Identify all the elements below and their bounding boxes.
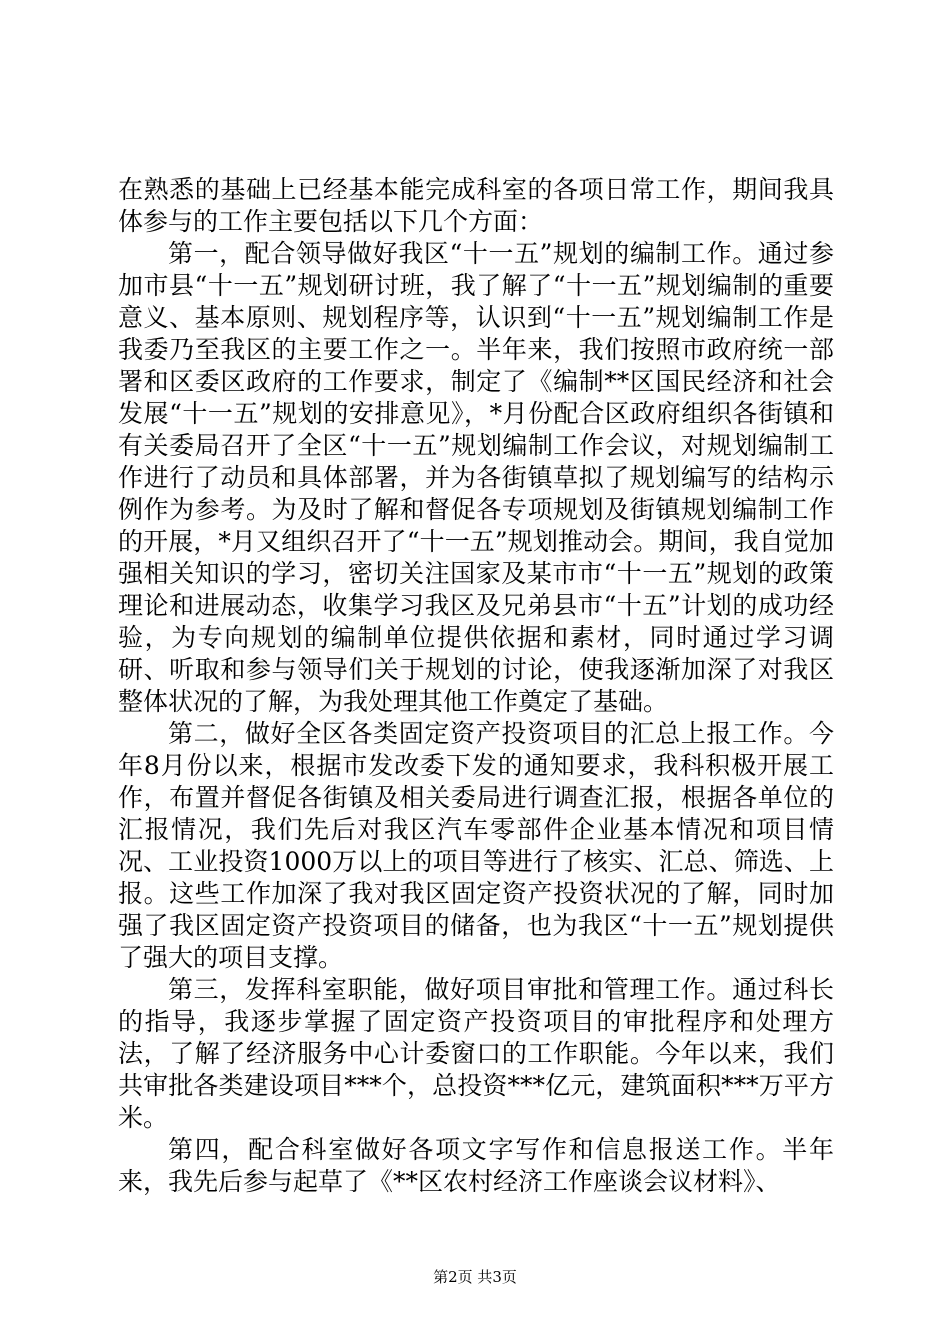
page-footer: 第2页 共3页 <box>433 1268 517 1286</box>
document-body <box>118 174 834 1198</box>
paragraph-fourth: 第四，配合科室做好各项文字写作和信息报送工作。半年来，我先后参与起草了《**区农村经济工作座谈会议材料》、 <box>118 1135 834 1196</box>
paragraph-second: 第二，做好全区各类固定资产投资项目的汇总上报工作。今年8月份以来，根据市发改委下发的通知要求，我科积极开展工作，布置并督促各街镇及相关委局进行调查汇报，根据各单位的汇报情况，我们先后对我区汽车零部件企业基本情况和项目情况、工业投资1000万以上的项目等进行了核实、汇总、筛选、上报。这些工作加深了我对我区固定资产投资状况的了解，同时加强了我区固定资产投资项目的储备，也为我区“十一五”规划提供了强大的项目支撑。 <box>118 719 834 972</box>
paragraph-intro: 在熟悉的基础上已经基本能完成科室的各项日常工作，期间我具体参与的工作主要包括以下几个方面： <box>118 175 834 236</box>
paragraph-third: 第三，发挥科室职能，做好项目审批和管理工作。通过科长的指导，我逐步掌握了固定资产投资项目的审批程序和处理方法，了解了经济服务中心计委窗口的工作职能。今年以来，我们共审批各类建设项目***个，总投资***亿元，建筑面积***万平方米。 <box>118 975 834 1132</box>
paragraph-first: 第一，配合领导做好我区“十一五”规划的编制工作。通过参加市县“十一五”规划研讨班，我了解了“十一五”规划编制的重要意义、基本原则、规划程序等，认识到“十一五”规划编制工作是我委乃至我区的主要工作之一。半年来，我们按照市政府统一部署和区委区政府的工作要求，制定了《编制**区国民经济和社会发展“十一五”规划的安排意见》，*月份配合区政府组织各街镇和有关委局召开了全区“十一五”规划编制工作会议，对规划编制工作进行了动员和具体部署，并为各街镇草拟了规划编写的结构示例作为参考。为及时了解和督促各专项规划及街镇规划编制工作的开展，*月又组织召开了“十一五”规划推动会。期间，我自觉加强相关知识的学习，密切关注国家及某市市“十一五”规划的政策理论和进展动态，收集学习我区及兄弟县市“十五”计划的成功经验，为专向规划的编制单位提供依据和素材，同时通过学习调研、听取和参与领导们关于规划的讨论，使我逐渐加深了对我区整体状况的了解，为我处理其他工作奠定了基础。 <box>118 239 834 716</box>
